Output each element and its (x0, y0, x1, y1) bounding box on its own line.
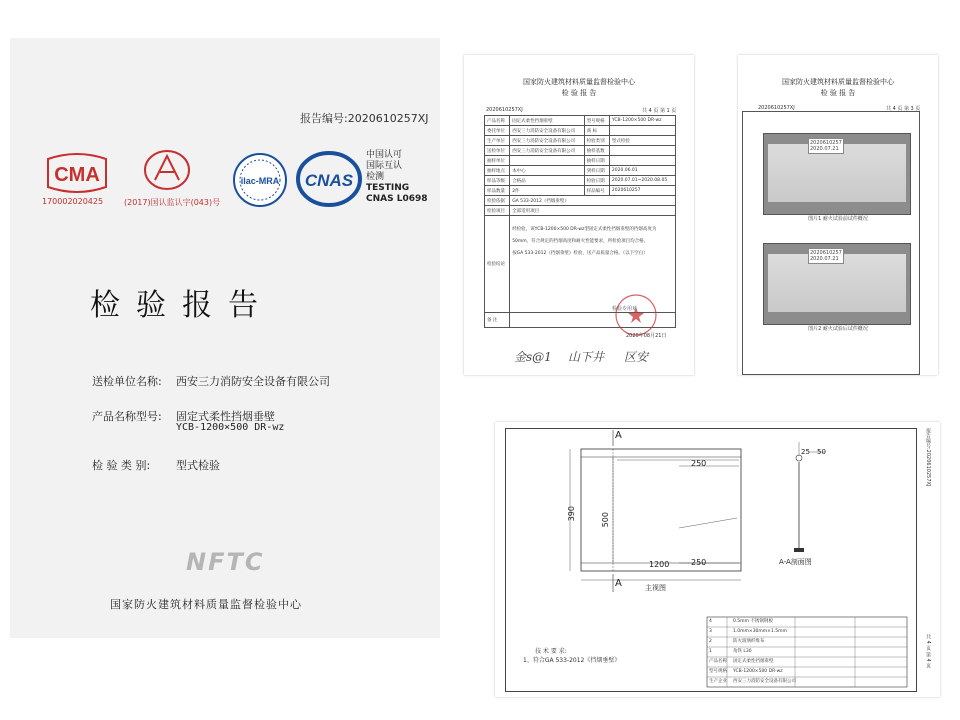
cover-field-value: YCB-1200×500 DR-wz (176, 422, 285, 433)
photo-caption: 图片1 耐火试验前试件概况 (808, 216, 868, 222)
cover-field-value: 型式检验 (176, 459, 220, 472)
tech-requirements-title: 技 术 要 求: (535, 648, 567, 655)
dimension-390: 390 (567, 506, 576, 522)
section-view-label: A-A剖面图 (779, 558, 812, 566)
table-cell: 产品名称 (485, 116, 510, 126)
title-block-row (709, 627, 905, 637)
table-cell: 检验项目 (485, 206, 510, 216)
table-cell: 抽样地点 (485, 166, 510, 176)
cover-report-number: 报告编号:2020610257XJ (300, 112, 429, 125)
table-cell (609, 146, 675, 156)
cnas-logo (296, 150, 362, 208)
cma-logo (42, 153, 112, 195)
photo-tag (808, 138, 844, 154)
cover-title: 检验报告 (90, 288, 274, 323)
dimension-25: 25 (801, 448, 810, 456)
table-cell: 生产单位 (485, 136, 510, 146)
title-block-cell: YCB-1200×500 DR-wz (733, 669, 783, 674)
table-cell: 西安三力消防安全设备有限公司 (510, 126, 585, 136)
cnas-text-line: 中国认可 (366, 150, 403, 160)
cma-number: 170002020425 (42, 197, 104, 206)
cover-field-label: 检 验 类 别: (92, 459, 151, 472)
table-row (485, 146, 676, 156)
title-block-cell: 4 (709, 619, 712, 624)
title-block-cell: 角铁 L30 (733, 649, 752, 654)
main-view-label: 主视图 (645, 584, 666, 592)
signature-2: 山下井 (568, 350, 605, 364)
dimension-250-bottom: 250 (691, 558, 707, 567)
cma-logo-text: CMA (54, 164, 100, 186)
table-cell: 商 标 (584, 126, 609, 136)
table-cell: 抽样基数 (584, 146, 609, 156)
table-row (485, 136, 676, 146)
dimension-1200: 1200 (649, 560, 670, 569)
table-row (485, 206, 676, 216)
cal-logo (142, 148, 192, 192)
cover-field-label: 产品名称型号: (92, 410, 162, 423)
conclusion-line: 50mm，符合规定的挡烟高度和耐火性能要求，所检验项目均合格。 (512, 239, 649, 244)
page-header-title: 检 验 报 告 (561, 89, 597, 97)
table-cell: 全部适用项目 (510, 206, 676, 216)
cal-number: (2017)国认监认字(043)号 (124, 198, 221, 207)
ilac-mra-logo (232, 152, 288, 208)
title-block-cell: 1 (709, 649, 712, 654)
table-cell: 型式检验 (609, 136, 675, 146)
title-block-cell: 产品名称 (709, 659, 727, 664)
stamp-text: 检验专用章 (612, 306, 638, 312)
table-cell: 固定式柔性挡烟垂壁 (510, 116, 585, 126)
table-cell: 备 注 (485, 313, 510, 328)
report-page-1 (464, 55, 694, 375)
cnas-text-line: TESTING (366, 183, 410, 193)
table-cell: 样品编号 (584, 186, 609, 196)
page-number: 共 4 页 第 1 页 (642, 108, 677, 114)
table-row (485, 116, 676, 126)
table-cell: 送检单位 (485, 146, 510, 156)
cnas-text-line: CNAS L0698 (366, 194, 428, 204)
nftc-logo: NFTC (186, 548, 265, 576)
cnas-accreditation-text (366, 150, 428, 205)
cover-organization: 国家防火建筑材料质量监督检验中心 (110, 598, 302, 611)
table-cell: 到样日期 (584, 166, 609, 176)
signature-1: 金s@1 (514, 350, 552, 364)
title-block-cell: 固定式柔性挡烟垂壁 (733, 659, 774, 664)
table-row (485, 186, 676, 196)
table-cell: 2020.06.01 (609, 166, 675, 176)
page-report-number: 2020610257XJ (486, 107, 523, 113)
table-cell: 检验依据 (485, 196, 510, 206)
title-block-row (709, 657, 905, 667)
svg-text:CNAS: CNAS (304, 171, 354, 190)
table-cell: 2件 (510, 186, 585, 196)
photo-tag-line: 2020.07.21 (810, 146, 839, 152)
table-cell: 西安三力消防安全设备有限公司 (510, 136, 585, 146)
table-row (485, 166, 676, 176)
table-cell: 本中心 (510, 166, 585, 176)
photo-tag-line: 2020610257 (810, 140, 842, 146)
table-cell: 2020.07.01~2020.08.05 (609, 176, 675, 186)
table-row (485, 196, 676, 206)
conclusion-line: 按GA 533-2012《挡烟垂壁》检验，送产品质量合格。（以下空白） (512, 251, 648, 256)
table-cell: 抽样单位 (485, 156, 510, 166)
table-cell: 样品数量 (485, 186, 510, 196)
cover-field-value: 固定式柔性挡烟垂壁 (176, 410, 275, 423)
table-cell: 2020610257 (609, 186, 675, 196)
table-cell: 抽样日期 (584, 156, 609, 166)
page-report-number: 2020610257XJ (758, 105, 795, 111)
section-marker: A (615, 430, 622, 441)
side-report-number: 报告编号:2020610257XJ (925, 428, 931, 487)
photo-before-test (763, 133, 911, 215)
table-cell: 样品等级 (485, 176, 510, 186)
tech-requirement-item: 1、符合GA 533-2012《挡烟垂壁》 (523, 657, 621, 664)
inspection-stamp (614, 293, 658, 337)
table-cell: 检验结论 (485, 216, 510, 313)
table-cell: 合格品 (510, 176, 585, 186)
page-number: 共 4 页 第 3 页 (886, 106, 921, 112)
table-row (485, 156, 676, 166)
title-block-rows (709, 617, 905, 687)
title-block-cell: 2 (709, 639, 712, 644)
cover-field-label: 送检单位名称: (92, 375, 162, 388)
page-header-org: 国家防火建筑材料质量监督检验中心 (523, 78, 635, 86)
table-cell: YCB-1200×500 DR-wz (609, 116, 675, 126)
table-cell: 检验类别 (584, 136, 609, 146)
side-page-number: 共 4 页 第 4 页 (925, 634, 931, 669)
page-header-title: 检 验 报 告 (820, 89, 856, 97)
title-block-row (709, 677, 905, 687)
table-cell: GA 533-2012《挡烟垂壁》 (510, 196, 676, 206)
report-page-4-drawing (495, 422, 940, 697)
table-row (485, 176, 676, 186)
photo-tag (808, 248, 844, 264)
table-cell (609, 156, 675, 166)
signature-3: 区安 (624, 350, 649, 364)
table-cell: 型号规格 (584, 116, 609, 126)
dimension-500: 500 (601, 512, 610, 528)
cnas-text-line: 国际互认 (366, 161, 403, 171)
table-cell: 检验日期 (584, 176, 609, 186)
report-date: 2020年08月21日 (626, 333, 667, 339)
cover-field-value: 西安三力消防安全设备有限公司 (176, 375, 330, 388)
title-block-cell: 0.5mm 不锈钢钢板 (733, 619, 773, 624)
title-block-cell: 防火玻璃纤维布 (733, 639, 765, 644)
photo-tag-line: 2020.07.21 (810, 256, 839, 262)
table-cell: 西安三力消防安全设备有限公司 (510, 146, 585, 156)
table-cell: 委托单位 (485, 126, 510, 136)
svg-text:ilac-MRA: ilac-MRA (240, 176, 280, 186)
table-cell (609, 126, 675, 136)
title-block-row (709, 647, 905, 657)
table-row (485, 126, 676, 136)
title-block-row (709, 637, 905, 647)
title-block-row (709, 667, 905, 677)
dimension-50: 50 (817, 448, 826, 456)
title-block-cell: 型号规格 (709, 669, 727, 674)
photo-caption: 图片2 耐火试验后试件概况 (808, 326, 868, 332)
title-block-cell: 1.0mm×30mm×1.5mm (733, 629, 787, 634)
conclusion-line: 经检验，该YCB-1200×500 DR-wz型固定式柔性挡烟垂壁的挡烟高度为 (512, 227, 657, 232)
title-block-cell: 3 (709, 629, 712, 634)
page-header-org: 国家防火建筑材料质量监督检验中心 (782, 78, 894, 86)
table-cell (510, 156, 585, 166)
photo-after-test (763, 243, 911, 325)
title-block (709, 617, 905, 687)
photo-tag-line: 2020610257 (810, 250, 842, 256)
dimension-250-top: 250 (691, 459, 707, 468)
title-block-cell: 生产企业 (709, 679, 727, 684)
cnas-text-line: 检测 (366, 172, 385, 182)
report-page-3 (738, 55, 938, 375)
title-block-row (709, 617, 905, 627)
section-marker: A (615, 578, 622, 589)
title-block-cell: 西安三力消防安全设备有限公司 (733, 679, 796, 684)
